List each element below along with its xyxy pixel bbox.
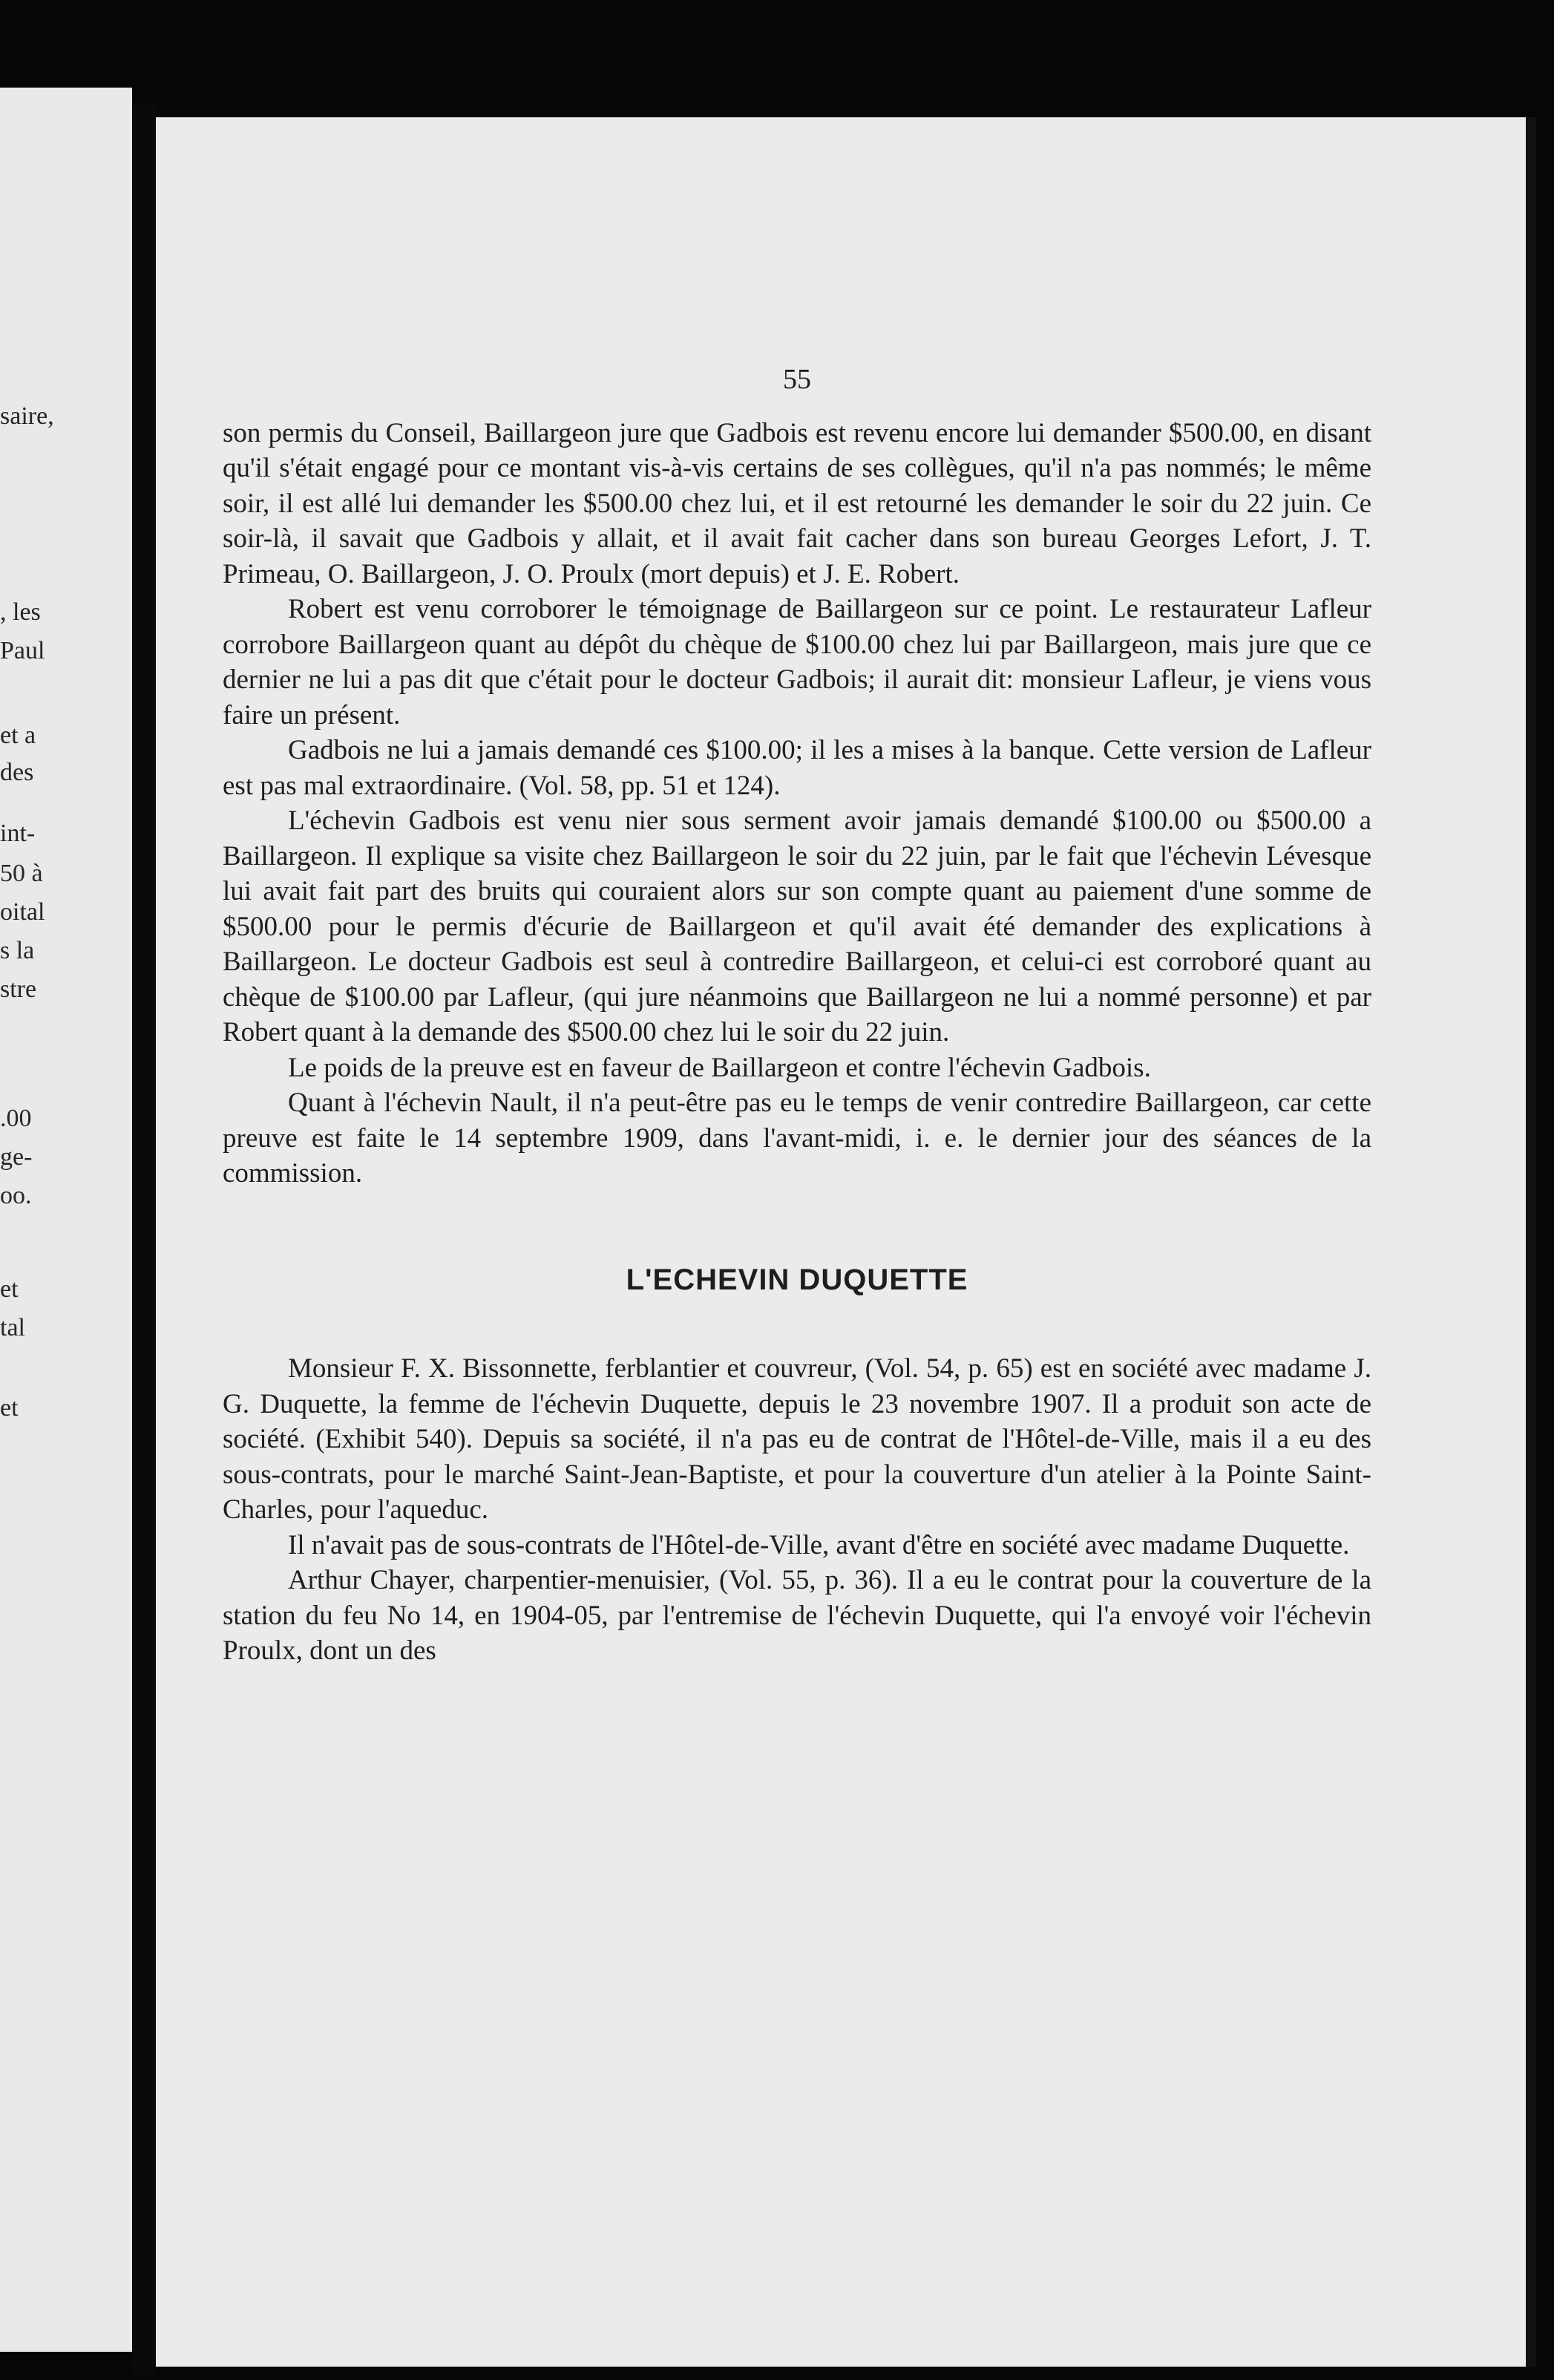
left-fragment: et (0, 1394, 19, 1422)
left-fragment: stre (0, 975, 37, 1003)
paragraph: Arthur Chayer, charpentier-menuisier, (Vol. 55, p. 36). Il a eu le contrat pour la couverture de la station du feu No 14, en 1904-05, par l'entremise de l'échevin Duquette, qui l'a envoyé voir l'échevin Proulx, dont un des (223, 1565, 1371, 1666)
left-fragment: ge- (0, 1143, 33, 1171)
paragraph: L'échevin Gadbois est venu nier sous serment avoir jamais demandé $100.00 ou $500.00 a Baillargeon. Il explique sa visite chez Baillargeon le soir du 22 juin, par le fait que l'échevin Lévesque lui avait fait part des bruits qui couraient alors sur son compte quant au paiement d'une somme de $500.00 pour le permis d'écurie de Baillargeon et qu'il avait été demander des explications à Baillargeon. Le docteur Gadbois est seul à contredire Baillargeon, et celui-ci est corroboré quant au chèque de $100.00 par Lafleur, (qui jure néanmoins que Baillargeon ne lui a nommé personne) et par Robert quant à la demande des $500.00 chez lui le soir du 22 juin. (223, 805, 1371, 1047)
left-fragment: et a (0, 722, 36, 749)
paragraph: Il n'avait pas de sous-contrats de l'Hôtel-de-Ville, avant d'être en société avec madame Duquette. (288, 1529, 1350, 1560)
paragraph: Quant à l'échevin Nault, il n'a peut-être pas eu le temps de venir contredire Baillargeon, car cette preuve est faite le 14 septembre 1909, dans l'avant-midi, i. e. le dernier jour des séances de la commission. (223, 1088, 1371, 1189)
left-fragment: , les (0, 598, 41, 626)
left-fragment: oo. (0, 1182, 32, 1209)
left-fragment: Paul (0, 637, 45, 664)
book-gutter (132, 104, 156, 2376)
left-fragment: tal (0, 1314, 25, 1341)
paragraph: Monsieur F. X. Bissonnette, ferblantier et couvreur, (Vol. 54, p. 65) est en société avec madame J. G. Duquette, la femme de l'échevin Duquette, depuis le 23 novembre 1907. Il a produit son acte de société. (Exhibit 540). Depuis sa société, il n'a pas eu de contrat de l'Hôtel-de-Ville, mais il a eu des sous-contrats, pour le marché Saint-Jean-Baptiste, et pour la couverture d'un atelier à la Pointe Saint-Charles, pour l'aqueduc. (223, 1353, 1371, 1525)
paragraph: Gadbois ne lui a jamais demandé ces $100.00; il les a mises à la banque. Cette version de Lafleur est pas mal extraordinaire. (Vol. 58, pp. 51 et 124). (223, 735, 1371, 801)
page-content (223, 362, 1371, 1669)
page-edge (1526, 117, 1536, 2367)
paragraph: Robert est venu corroborer le témoignage de Baillargeon sur ce point. Le restaurateur Lafleur corrobore Baillargeon quant au dépôt du chèque de $100.00 chez lui par Baillargeon, mais jure que ce dernier ne lui a pas dit que c'était pour le docteur Gadbois; il aurait dit: monsieur Lafleur, je viens vous faire un présent. (223, 594, 1371, 730)
left-fragment: et (0, 1275, 19, 1303)
left-fragment: s la (0, 937, 35, 964)
left-fragment: saire, (0, 402, 54, 430)
left-fragment: 50 à (0, 860, 43, 887)
paragraph: Le poids de la preuve est en faveur de Baillargeon et contre l'échevin Gadbois. (288, 1052, 1151, 1083)
book-page (156, 117, 1536, 2367)
left-fragment: oital (0, 898, 45, 926)
left-fragment: int- (0, 820, 36, 847)
page-number: 55 (783, 364, 811, 395)
section-heading: L'ECHEVIN DUQUETTE (626, 1263, 968, 1296)
left-fragment: .00 (0, 1105, 32, 1132)
paragraph: son permis du Conseil, Baillargeon jure que Gadbois est revenu encore lui demander $500.00, en disant qu'il s'était engagé pour ce montant vis-à-vis certains de ses collègues, qu'il n'a pas nommés; le même soir, il est allé lui demander les $500.00 chez lui, et il est retourné les demander le soir du 22 juin. Ce soir-là, il savait que Gadbois y allait, et il avait fait cacher dans son bureau Georges Lefort, J. T. Primeau, O. Baillargeon, J. O. Proulx (mort depuis) et J. E. Robert. (223, 417, 1371, 589)
left-fragment: des (0, 759, 34, 786)
left-page-fragment (0, 88, 132, 2352)
